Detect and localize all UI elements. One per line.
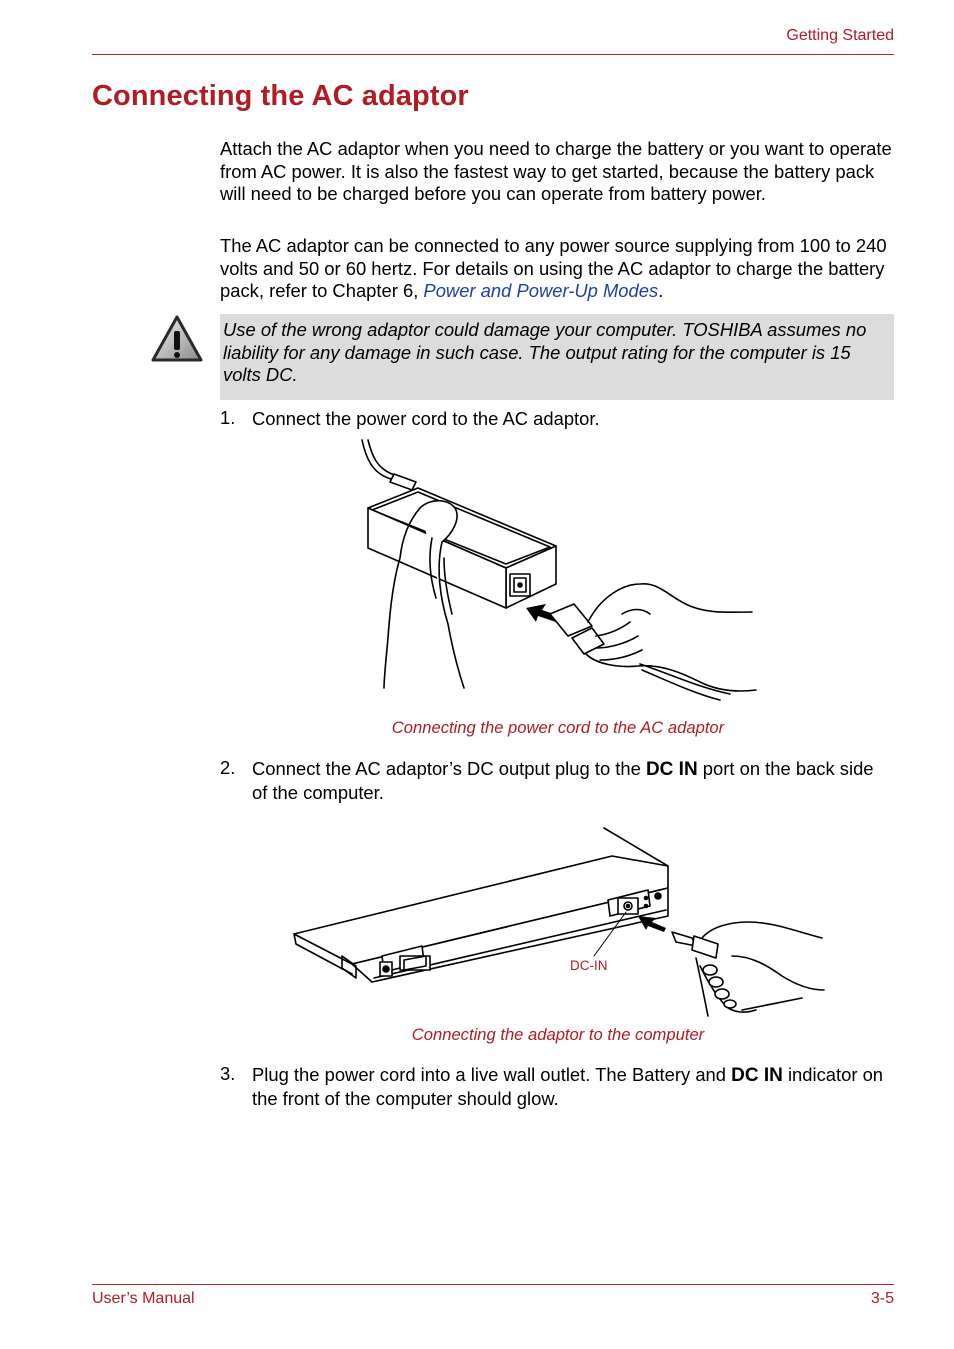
step-2-text-a: Connect the AC adaptor’s DC output plug to the xyxy=(252,758,646,779)
step-2-text xyxy=(252,757,892,804)
voltage-paragraph xyxy=(220,235,896,303)
warning-text: Use of the wrong adaptor could damage your computer. TOSHIBA assumes no liability for any damage in such case. The output rating for the computer is 15 volts DC. xyxy=(223,319,867,386)
step-number: 1. xyxy=(220,407,236,428)
figure-2-caption: Connecting the adaptor to the computer xyxy=(411,1025,705,1044)
page-number: 3-5 xyxy=(870,1290,894,1307)
header-rule xyxy=(92,54,894,55)
chapter-link[interactable]: Power and Power-Up Modes xyxy=(423,280,659,302)
dc-in-label: DC-IN xyxy=(570,958,608,973)
step-2-text-b: port on the back side of the computer. xyxy=(252,758,874,803)
step-number: 2. xyxy=(220,757,236,778)
page-title: Connecting the AC adaptor xyxy=(92,80,469,112)
step-1-text: Connect the power cord to the AC adaptor. xyxy=(252,408,600,429)
power-cord-illustration xyxy=(360,438,760,700)
step-2-dc-in: DC IN xyxy=(645,759,698,780)
caution-icon xyxy=(150,314,204,368)
footer-rule xyxy=(92,1284,894,1285)
step-3-text xyxy=(252,1063,892,1110)
step-number: 3. xyxy=(220,1063,236,1084)
step-3-text-b: indicator on the front of the computer should glow. xyxy=(252,1064,884,1109)
laptop-back-illustration xyxy=(292,826,826,1018)
voltage-paragraph-end: . xyxy=(658,280,664,302)
footer-manual-title: User’s Manual xyxy=(92,1290,195,1307)
intro-paragraph: Attach the AC adaptor when you need to charge the battery or you want to operate from AC power. It is also the fastest way to get started, because the battery pack will need to be charged before you can operate from battery power. xyxy=(220,138,892,205)
voltage-paragraph-text: The AC adaptor can be connected to any power source supplying from 100 to 240 volts and 50 or 60 hertz. For details on using the AC adaptor to charge the battery pack, refer to Chapter 6, xyxy=(220,235,887,302)
step-3-text-a: Plug the power cord into a live wall outlet. The Battery and xyxy=(252,1064,732,1085)
running-header: Getting Started xyxy=(786,27,894,44)
figure-1-caption: Connecting the power cord to the AC adaptor xyxy=(391,718,725,737)
step-3-dc-in: DC IN xyxy=(731,1065,783,1086)
